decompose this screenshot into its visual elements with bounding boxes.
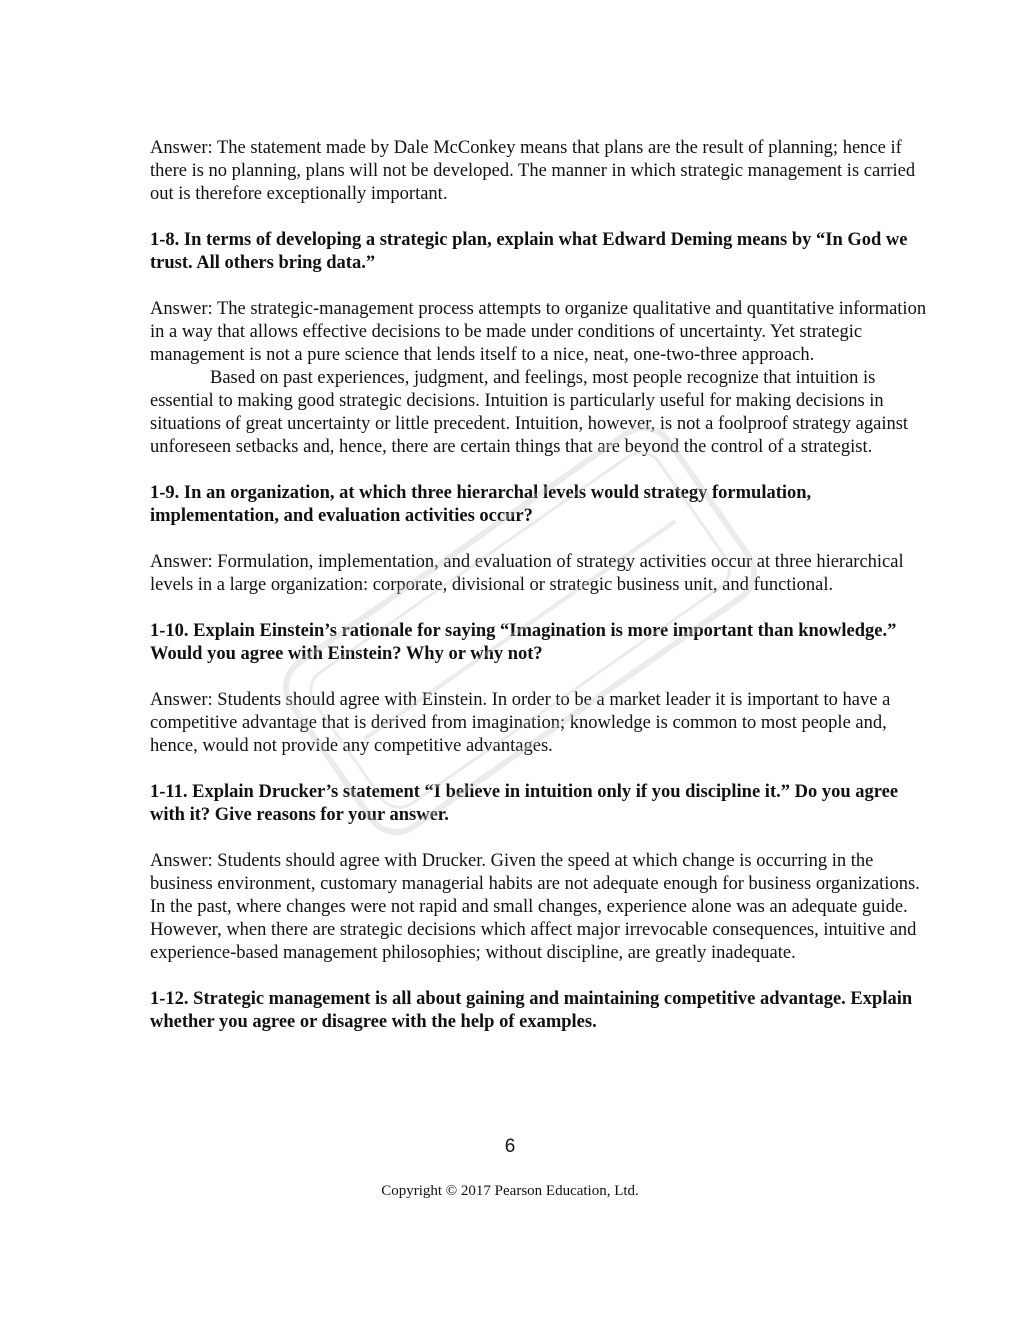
answer-paragraph: Answer: Students should agree with Drucker. Given the speed at which change is occurring in the business environment, customary managerial habits are not adequate enough for business organizations. In the past, where changes were not rapid and small changes, experience alone was an adequate guide. However, when there are strategic decisions which affect major irrevocable consequences, intuitive and experience-based management philosophies; without discipline, are greatly inadequate. — [150, 851, 920, 963]
question-1-11: 1-11. Explain Drucker’s statement “I believe in intuition only if you discipline it.” Do you agree with it? Give reasons for your answer. — [150, 782, 899, 825]
question-1-10: 1-10. Explain Einstein’s rationale for saying “Imagination is more important than knowledge.” Would you agree with Einstein? Why or why not? — [150, 621, 897, 664]
answer-paragraph: Answer: The statement made by Dale McConkey means that plans are the result of planning; hence if there is no planning, plans will not be developed. The manner in which strategic management is carried out is therefore exceptionally important. — [150, 138, 916, 204]
copyright-notice: Copyright © 2017 Pearson Education, Ltd. — [381, 1183, 639, 1199]
document-body — [150, 137, 935, 1034]
answer-paragraph: Answer: Formulation, implementation, and evaluation of strategy activities occur at three hierarchical levels in a large organization: corporate, divisional or strategic business unit, and functional. — [150, 552, 904, 595]
answer-paragraph: Answer: Students should agree with Einstein. In order to be a market leader it is important to have a competitive advantage that is derived from imagination; knowledge is common to most people and, hence, would not provide any competitive advantages. — [150, 690, 891, 756]
question-1-9: 1-9. In an organization, at which three hierarchal levels would strategy formulation, implementation, and evaluation activities occur? — [150, 483, 812, 526]
question-1-8: 1-8. In terms of developing a strategic plan, explain what Edward Deming means by “In God we trust. All others bring data.” — [150, 230, 908, 273]
answer-paragraph: Based on past experiences, judgment, and feelings, most people recognize that intuition is essential to making good strategic decisions. Intuition is particularly useful for making decisions in situations of great uncertainty or little precedent. Intuition, however, is not a foolproof strategy against unforeseen setbacks and, hence, there are certain things that are beyond the control of a strategist. — [150, 368, 909, 457]
answer-paragraph: Answer: The strategic-management process attempts to organize qualitative and quantitative information in a way that allows effective decisions to be made under conditions of uncertainty. Yet strategic management is not a pure science that lends itself to a nice, neat, one-two-three approach. — [150, 299, 927, 365]
page-number: 6 — [504, 1136, 516, 1157]
question-1-12: 1-12. Strategic management is all about gaining and maintaining competitive advantage. Explain whether you agree or disagree with the help of examples. — [150, 989, 913, 1032]
